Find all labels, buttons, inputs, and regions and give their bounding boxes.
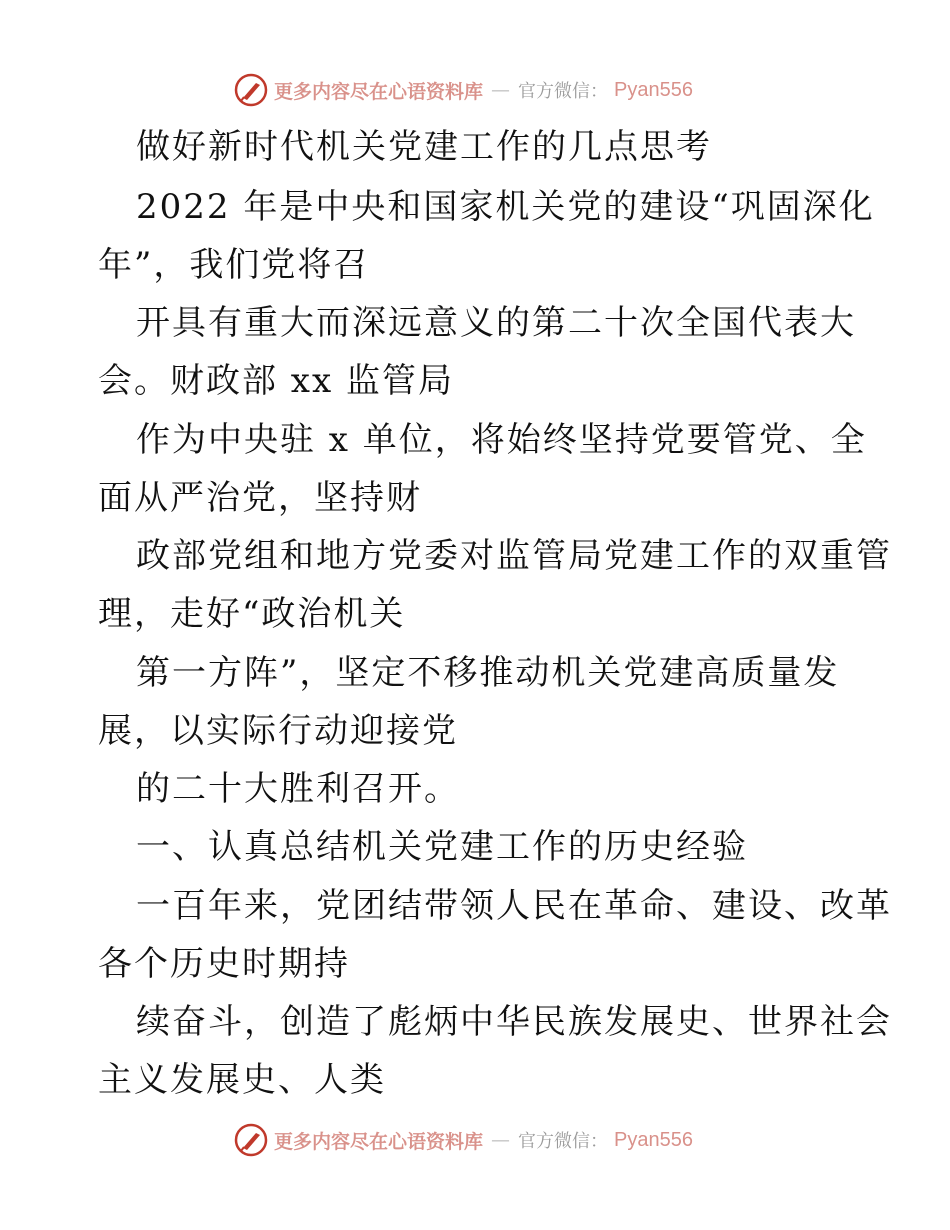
- watermark-site-text: 更多内容尽在心语资料库: [274, 1130, 484, 1153]
- body-line: 一百年来，党团结带领人民在革命、建设、改革: [136, 886, 892, 926]
- watermark-dash: —: [491, 79, 511, 101]
- body-line: 会。财政部 xx 监管局: [98, 361, 454, 401]
- body-line: 年”，我们党将召: [98, 245, 370, 285]
- body-line: 各个历史时期持: [98, 944, 350, 984]
- body-line: 的二十大胜利召开。: [136, 769, 460, 809]
- body-line: 理，走好“政治机关: [98, 594, 406, 634]
- watermark-site-text: 更多内容尽在心语资料库: [274, 80, 484, 103]
- body-line: 开具有重大而深远意义的第二十次全国代表大: [136, 303, 856, 343]
- watermark-wechat-id: Pyan556: [614, 78, 693, 101]
- watermark-dash: —: [491, 1129, 511, 1151]
- section-heading: 一、认真总结机关党建工作的历史经验: [136, 827, 748, 867]
- document-title: 做好新时代机关党建工作的几点思考: [136, 127, 712, 167]
- quill-logo-icon: [234, 1123, 268, 1157]
- footer-watermark: [234, 1122, 693, 1158]
- body-line: 面从严治党，坚持财: [98, 478, 422, 518]
- watermark-wechat-id: Pyan556: [614, 1128, 693, 1151]
- watermark-wechat-label: 官方微信：: [518, 1131, 609, 1152]
- body-line: 2022 年是中央和国家机关党的建设“巩固深化: [136, 187, 875, 227]
- quill-logo-icon: [234, 73, 268, 107]
- header-watermark: [234, 72, 693, 108]
- body-line: 作为中央驻 x 单位，将始终坚持党要管党、全: [136, 420, 867, 460]
- body-line: 政部党组和地方党委对监管局党建工作的双重管: [136, 536, 892, 576]
- body-line: 续奋斗，创造了彪炳中华民族发展史、世界社会: [136, 1002, 892, 1042]
- body-line: 主义发展史、人类: [98, 1060, 386, 1100]
- body-line: 第一方阵”，坚定不移推动机关党建高质量发: [136, 653, 840, 693]
- watermark-wechat-label: 官方微信：: [518, 81, 609, 102]
- body-line: 展，以实际行动迎接党: [98, 711, 458, 751]
